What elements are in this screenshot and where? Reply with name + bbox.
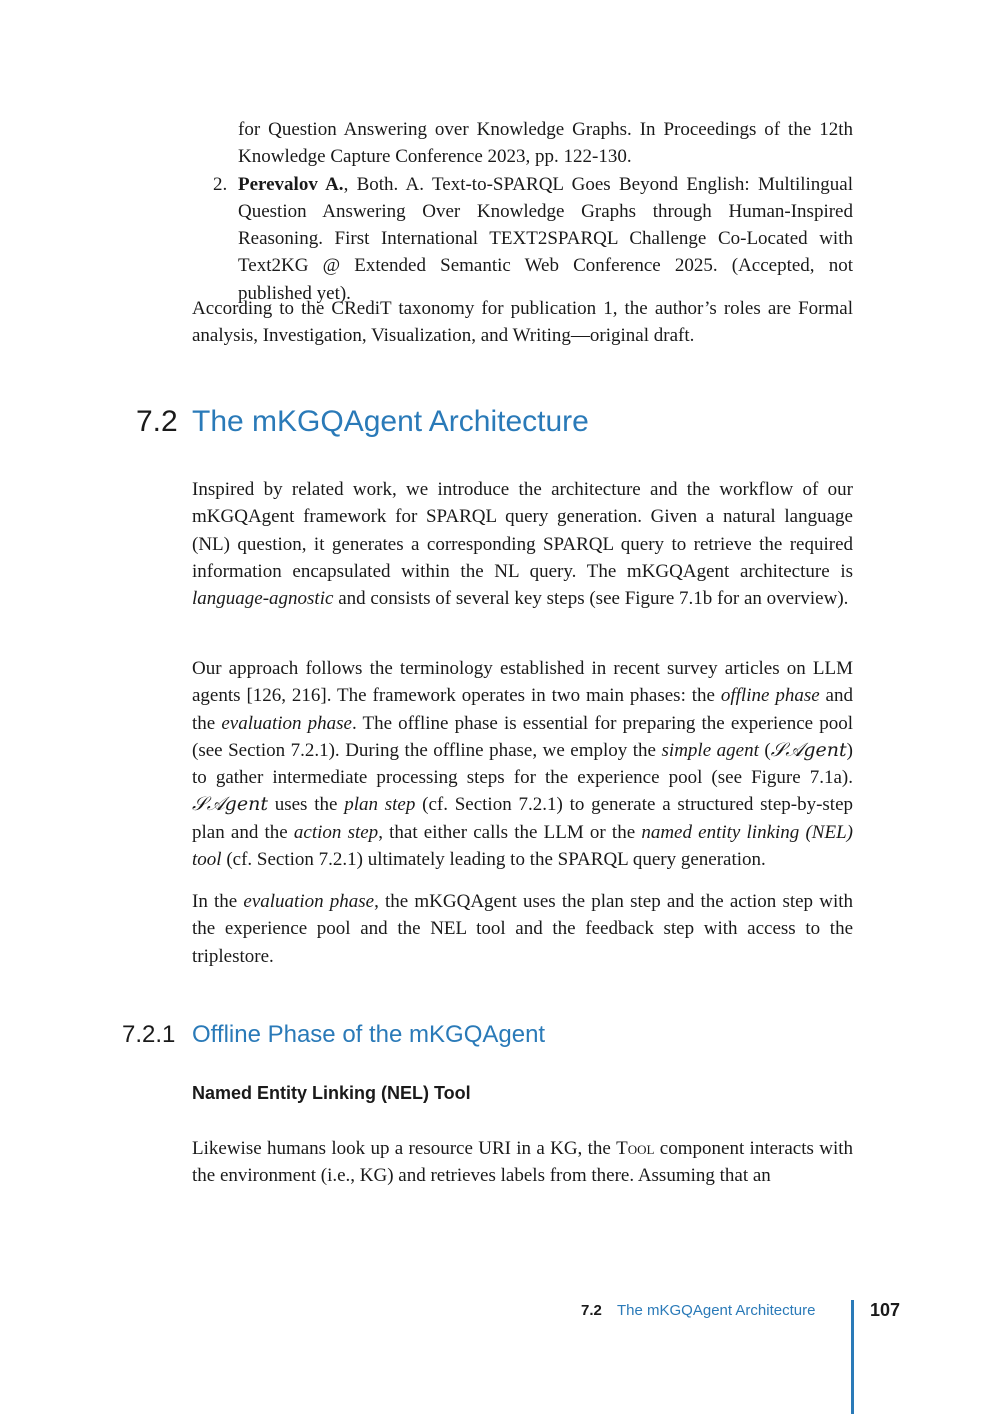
text-run: Likewise humans look up a resource URI in a KG, the [192, 1138, 617, 1159]
page-number: 107 [870, 1300, 901, 1320]
publication-author: Perevalov A. [238, 173, 344, 195]
credit-paragraph: According to the CRediT taxonomy for publication 1, the author’s roles are Formal analysis, Investigation, Visualization, and Writing—original draft. [192, 298, 853, 347]
text-run: (cf. Section 7.2.1) to generate a structured step-by-step plan and the [192, 794, 854, 843]
publication-list [192, 116, 853, 307]
text-run: (cf. Section 7.2.1) ultimately leading to the SPARQL query generation. [221, 849, 766, 871]
footer-rule [851, 1300, 854, 1414]
paragraph-intro [192, 476, 853, 612]
publication-item-2 [192, 171, 853, 307]
text-run: , that either calls the LLM or the [378, 821, 642, 843]
emphasis: offline phase [720, 685, 820, 707]
publication-text: , Both. A. Text-to-SPARQL Goes Beyond English: Multilingual Question Answering Over Knowledge Graphs through Human-Inspired Reasoning. First International TEXT2SPARQL Challenge Co-Located with Text2KG @ Extended Semantic Web Conference 2025. (Accepted, not published yet). [238, 173, 853, 304]
paragraph-evaluation [192, 888, 853, 970]
text-run: Inspired by related work, we introduce the architecture and the workflow of our mKGQAgent framework for SPARQL query generation. Given a natural language (NL) question, it generates a corresponding SPARQL query to retrieve the required information encapsulated within the NL query. The mKGQAgent architecture is [192, 479, 853, 582]
emphasis: named entity linking (NEL) tool [192, 821, 853, 871]
text-run: component interacts with the environment (i.e., KG) and retrieves labels from there. Assuming that an [192, 1138, 853, 1187]
page-footer [0, 1300, 1000, 1324]
publication-text: for Question Answering over Knowledge Graphs. In Proceedings of the 12th Knowledge Capture Conference 2023, pp. 122-130. [238, 119, 853, 168]
math-symbol: 𝒮𝒜gent [192, 793, 268, 816]
small-caps-term: Tool [616, 1138, 655, 1159]
paragraph-approach [192, 655, 853, 873]
section-title: The mKGQAgent Architecture [192, 405, 589, 438]
math-symbol: 𝒮𝒜gent [770, 738, 847, 761]
paragraph-nel-tool [192, 1135, 853, 1190]
publication-number: 2. [213, 173, 228, 195]
emphasis: action step [293, 821, 379, 843]
text-run: , the mKGQAgent uses the plan step and the action step with the experience pool and the NEL tool and the feedback step with access to the triplestore. [192, 891, 854, 967]
emphasis: simple agent [661, 739, 759, 761]
text-run: . The offline phase is essential for preparing the experience pool (see Section 7.2.1). During the offline phase, we employ the [192, 712, 854, 761]
emphasis: language-agnostic [192, 588, 334, 610]
text-run: and the [192, 685, 853, 734]
footer-section-title: The mKGQAgent Architecture [617, 1302, 816, 1319]
text-run: ( [758, 739, 771, 761]
paragraph-heading: Named Entity Linking (NEL) Tool [192, 1083, 471, 1103]
text-run: and consists of several key steps (see Figure 7.1b for an overview). [333, 588, 849, 610]
publication-item-1-continued [192, 116, 853, 171]
emphasis: evaluation phase [243, 891, 375, 912]
subsection-title: Offline Phase of the mKGQAgent [192, 1021, 546, 1048]
text-run: Our approach follows the terminology established in recent survey articles on LLM agents [126, 216]. The framework operates in two main phases: the [192, 658, 853, 707]
text-run: uses the [267, 794, 345, 816]
text-run: In the [192, 891, 244, 912]
section-number: 7.2 [136, 405, 178, 438]
text-run: ) to gather intermediate processing steps for the experience pool (see Figure 7.1a). [192, 739, 853, 789]
emphasis: plan step [344, 794, 416, 816]
emphasis: evaluation phase [221, 712, 352, 734]
footer-section-number: 7.2 [581, 1302, 602, 1319]
subsection-number: 7.2.1 [122, 1021, 176, 1048]
